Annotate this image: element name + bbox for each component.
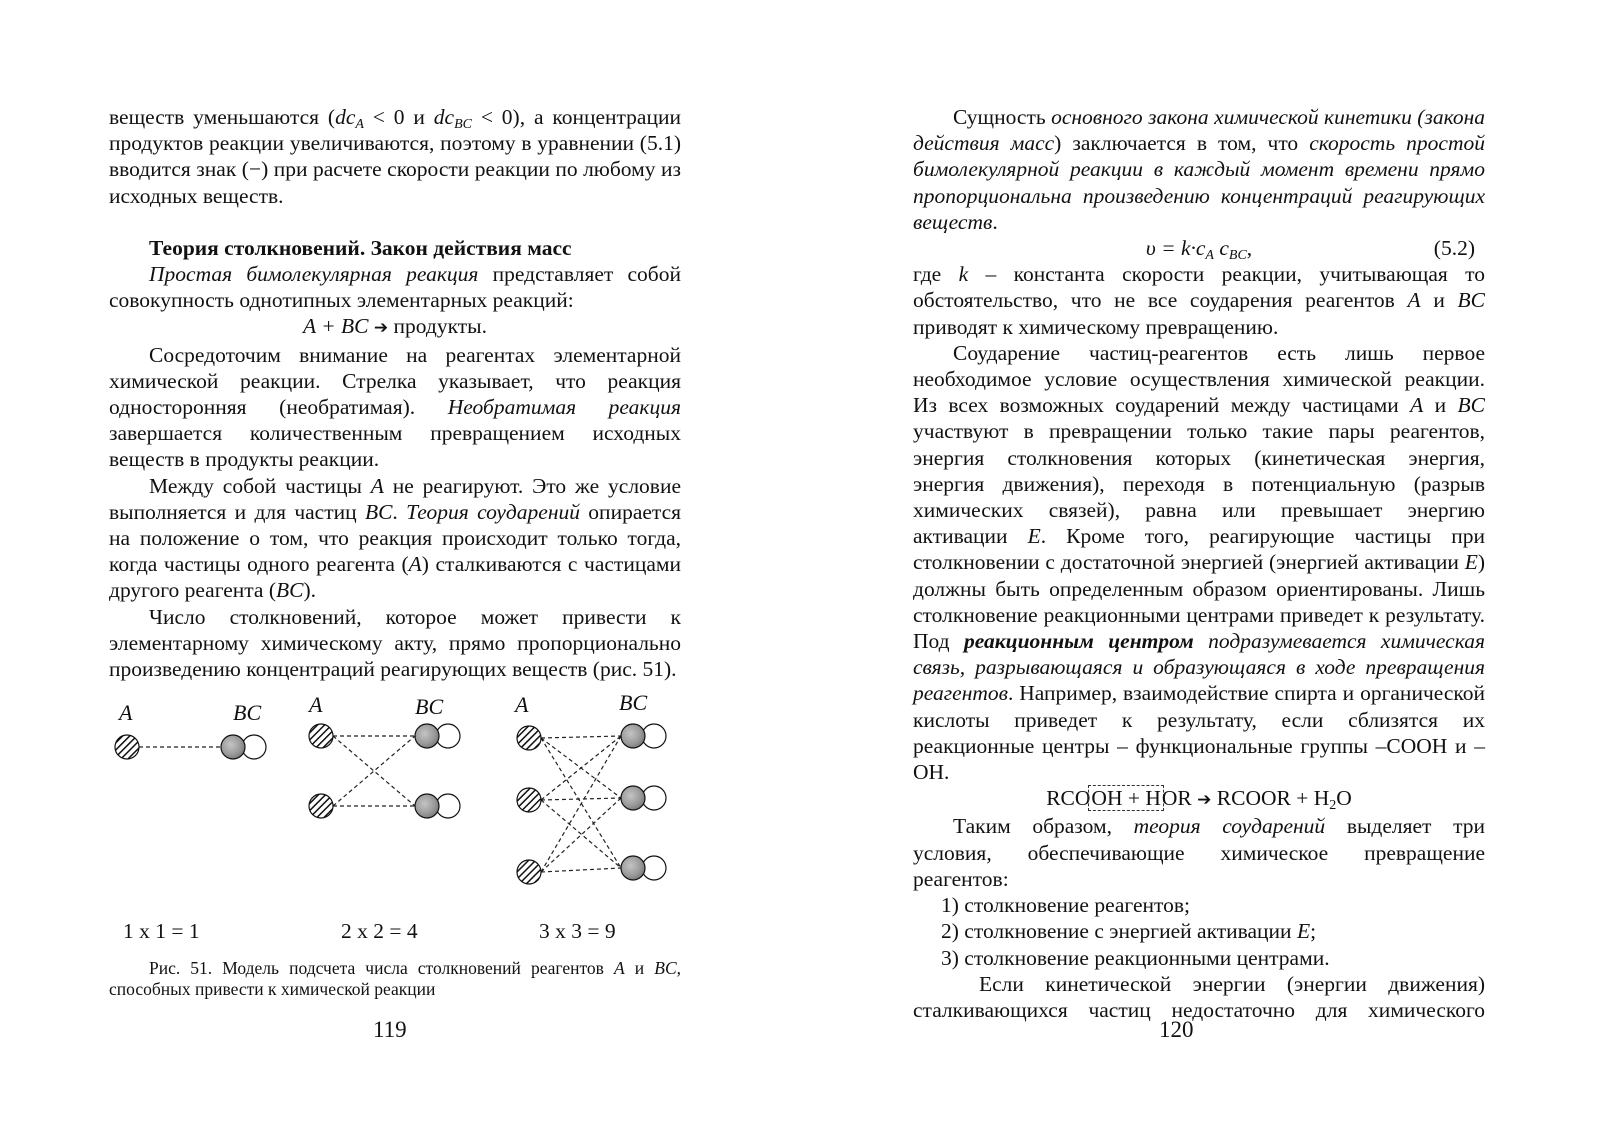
conditions-list <box>913 892 1485 971</box>
equation-5-2: $\upsilon = k\cdot c_A$ $c_{BC}$, (5.2) <box>1145 236 1475 264</box>
count-3: 3 x 3 = 9 <box>539 919 616 944</box>
particle-b <box>221 735 245 759</box>
collision-line <box>541 798 621 872</box>
list-item: 2) столкновение с энергией активации E; <box>941 919 1317 944</box>
esterification-reaction: RCOOH + HOR ➔ RCOOR + $H_2O$ <box>1046 786 1352 814</box>
particle-b <box>621 856 645 880</box>
collision-line <box>541 800 621 868</box>
section-heading: Теория столкновений. Закон действия масс <box>149 235 572 260</box>
count-2: 2 x 2 = 4 <box>341 919 418 944</box>
left-paragraph-3: Сосредоточим внимание на реагентах элементарной химической реакции. Стрелка указывает, что реакция односторонняя (необратимая). Необратимая реакция завершается количественным превращением исходных веществ в продукты реакции. <box>109 342 681 472</box>
arrow-icon: ➔ <box>1197 790 1212 811</box>
left-paragraph-2: Простая бимолекулярная реакция представляет собой совокупность однотипных элементарных реакций: <box>109 262 681 313</box>
left-paragraph-1: веществ уменьшаются ($dc_A < 0$ и $dc_{BC} < 0$), а концентрации продуктов реакции увеличиваются, поэтому в уравнении (5.1) вводится знак (−) при расчете скорости реакции по любому из исходных веществ. <box>109 105 681 208</box>
equation-number: (5.2) <box>1433 236 1475 261</box>
fig1-label-BC: BC <box>233 700 262 726</box>
page-number-left: 119 <box>373 1017 407 1042</box>
right-paragraph-3: Соударение частиц-реагентов есть лишь первое необходимое условие осуществления химической реакции. Из всех возможных соударений между частицами A и BC участвуют в превращении только такие пары реагентов, энергия столкновения которых (кинетическая энергия, энергия движения), переходя в потенциальную (разрыв химических связей), равна или превышает энергию активации E. Кроме того, реагирующие частицы при столкновении с достаточной энергией (энергией активации E) должны быть определенным образом ориентированы. Лишь столкновение реакционными центрами приведет к результату. Под реакционным центром подразумевается химическая связь, разрывающаяся и образующаяся в ходе превращения реагентов. Например, взаимодействие спирта и органической кислоты приведет к результату, если сблизятся их реакционные центры – функциональные группы –COOH и –OH. <box>913 340 1485 785</box>
left-paragraph-5: Число столкновений, которое может привести к элементарному химическому акту, прямо пропорционально произведению концентраций реагирующих веществ (рис. 51). <box>109 604 681 682</box>
particle-a <box>309 794 333 818</box>
collision-line <box>541 868 621 872</box>
collision-line <box>541 736 621 738</box>
particle-a <box>517 726 541 750</box>
left-paragraph-4: Между собой частицы A не реагируют. Это же условие выполняется и для частиц BC. Теория соударений опирается на положение о том, что реакция происходит только тогда, когда частицы одного реагента (A) сталкиваются с частицами другого реагента (BC). <box>109 473 681 603</box>
particle-a <box>115 735 139 759</box>
collision-diagram <box>109 692 681 918</box>
reaction-formula: A + BC ➔ продукты. <box>303 314 487 339</box>
particle-c <box>242 735 266 759</box>
right-paragraph-5: Если кинетической энергии (энергии движения) сталкивающихся частиц недостаточно для химического <box>913 971 1485 1022</box>
list-item: 1) столкновение реагентов; <box>941 893 1191 918</box>
right-paragraph-2: где k – константа скорости реакции, учитывающая то обстоятельство, что не все соударения реагентов A и BC приводят к химическому превращению. <box>913 262 1485 339</box>
arrow-icon: ➔ <box>373 318 389 339</box>
fig3-label-A: A <box>515 692 529 718</box>
fig2-label-BC: BC <box>415 694 444 720</box>
figure-caption: Рис. 51. Модель подсчета числа столкновений реагентов A и BC, способных привести к химической реакции <box>109 958 681 1000</box>
fig2-label-A: A <box>309 692 323 718</box>
particle-a <box>309 724 333 748</box>
left-page <box>109 104 681 1000</box>
collision-counts <box>109 918 681 952</box>
count-1: 1 x 1 = 1 <box>123 919 200 944</box>
collision-line <box>541 798 621 800</box>
right-paragraph-1: Сущность основного закона химической кинетики (закона действия масс) заключается в том, что скорость простой бимолекулярной реакции в каждый момент времени прямо пропорциональна произведению концентраций реагирующих веществ. <box>913 105 1485 234</box>
particle-c <box>436 724 460 748</box>
particle-a <box>517 788 541 812</box>
collision-line <box>541 736 621 800</box>
particle-b <box>621 786 645 810</box>
particle-b <box>415 794 439 818</box>
particle-b <box>621 724 645 748</box>
right-paragraph-4: Таким образом, теория соударений выделяет три условия, обеспечивающие химическое превращение реагентов: <box>913 814 1485 891</box>
particle-c <box>436 794 460 818</box>
particle-b <box>415 724 439 748</box>
list-item: 3) столкновение реакционными центрами. <box>941 945 1330 970</box>
collision-model-figure <box>109 692 681 918</box>
particle-a <box>517 860 541 884</box>
right-page <box>913 104 1485 1023</box>
fig3-label-BC: BC <box>619 692 648 716</box>
reaction-center-box: OH + H <box>1088 785 1163 811</box>
page-number-right: 120 <box>1159 1017 1194 1042</box>
fig1-label-A: A <box>119 700 133 726</box>
